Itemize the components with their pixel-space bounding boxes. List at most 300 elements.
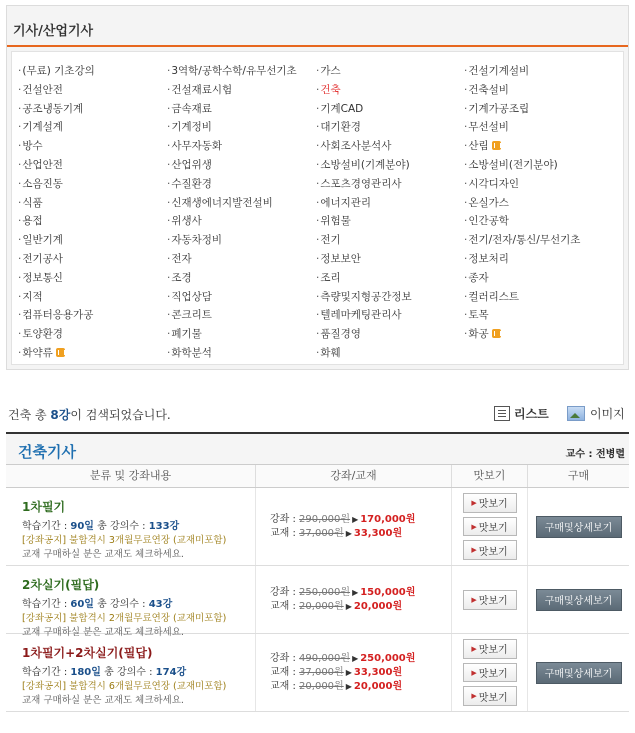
lecture-note: 교재 구매하실 분은 교재도 체크하세요. — [22, 695, 184, 706]
arrow-right-icon: ▶ — [345, 681, 352, 691]
bullet-icon: · — [167, 271, 171, 284]
hot-badge-icon — [56, 348, 65, 357]
category-item[interactable] — [316, 137, 412, 156]
list-view-label: 리스트 — [514, 407, 549, 421]
category-item[interactable] — [316, 344, 412, 363]
category-item[interactable] — [18, 306, 95, 325]
preview-label: 맛보기 — [478, 596, 508, 607]
bullet-icon: · — [316, 65, 320, 77]
category-item-label: 화훼 — [320, 346, 341, 359]
bullet-icon: · — [464, 140, 468, 153]
category-item-label: 종자 — [468, 271, 489, 284]
category-item[interactable] — [464, 212, 580, 231]
preview-button[interactable] — [463, 663, 517, 683]
category-item[interactable] — [167, 269, 297, 288]
lecture-meta — [22, 665, 255, 680]
category-item[interactable] — [464, 175, 580, 194]
try-cell — [452, 566, 528, 633]
category-item-label: 대기환경 — [320, 121, 361, 134]
category-item-label: 산업위생 — [171, 158, 212, 171]
count-label: 총 강의수 : — [93, 521, 149, 532]
lecture-note: 교재 구매하실 분은 교재도 체크하세요. — [22, 627, 184, 638]
play-icon: ▶ — [471, 644, 477, 653]
category-item-label: 품질경영 — [320, 328, 361, 341]
category-item[interactable] — [18, 62, 95, 81]
category-item[interactable] — [316, 288, 412, 307]
category-item[interactable] — [167, 250, 297, 269]
arrow-right-icon: ▶ — [345, 601, 352, 611]
category-item-label: 건설기계설비 — [468, 65, 530, 77]
course-title: 건축기사 — [18, 443, 76, 461]
category-item-label: 콘크리트 — [171, 309, 212, 322]
category-item[interactable] — [464, 81, 580, 100]
preview-label: 맛보기 — [478, 669, 508, 680]
category-item[interactable] — [316, 118, 412, 137]
bullet-icon: · — [18, 215, 22, 228]
preview-label: 맛보기 — [478, 692, 508, 704]
bullet-icon: · — [18, 234, 22, 247]
category-item-label: 무선설비 — [468, 121, 509, 134]
bullet-icon: · — [167, 196, 171, 209]
category-item-label: 지적 — [22, 290, 43, 303]
category-item-label: 직업상담 — [171, 290, 212, 303]
header-buy: 구매 — [567, 469, 590, 482]
table-header — [6, 464, 629, 488]
category-item[interactable] — [316, 194, 412, 213]
category-item-label: 기계설계 — [22, 121, 63, 134]
category-item[interactable] — [167, 344, 297, 363]
bullet-icon: · — [464, 121, 468, 134]
category-item-label: 일반기계 — [22, 234, 63, 247]
bullet-icon: · — [316, 177, 320, 190]
category-item[interactable] — [167, 81, 297, 100]
arrow-right-icon: ▶ — [352, 653, 359, 663]
category-item[interactable] — [167, 118, 297, 137]
header-price: 강좌/교재 — [256, 465, 452, 487]
sale-price: 20,000원 — [353, 600, 403, 612]
lecture-note: 교재 구매하실 분은 교재도 체크하세요. — [22, 549, 184, 560]
category-item-label: 용접 — [22, 215, 43, 228]
category-item-label: 토양환경 — [22, 328, 63, 341]
count-label: 총 강의수 : — [93, 599, 149, 610]
category-item[interactable] — [18, 156, 95, 175]
table-row — [6, 488, 629, 566]
price-line — [270, 600, 451, 614]
category-item[interactable] — [167, 325, 297, 344]
arrow-right-icon: ▶ — [345, 667, 352, 677]
category-item-label: 기계정비 — [171, 121, 212, 134]
sale-price: 150,000원 — [360, 586, 416, 598]
category-item[interactable] — [464, 156, 580, 175]
bullet-icon: · — [464, 65, 468, 77]
category-item[interactable] — [316, 212, 412, 231]
buy-detail-button[interactable]: 구매및상세보기 — [536, 589, 622, 611]
period-label: 학습기간 : — [22, 521, 71, 532]
price-label: 교재 : — [270, 600, 300, 612]
category-item[interactable] — [18, 194, 95, 213]
try-cell — [452, 634, 528, 711]
preview-button[interactable] — [463, 517, 517, 537]
category-item[interactable] — [464, 250, 580, 269]
bullet-icon: · — [167, 177, 171, 190]
category-header — [7, 6, 628, 47]
original-price: 20,000원 — [299, 600, 344, 612]
category-item[interactable] — [316, 175, 412, 194]
category-item-label: 스포츠경영관리사 — [320, 177, 402, 190]
category-item[interactable] — [18, 250, 95, 269]
category-item-label: 기계CAD — [320, 102, 364, 115]
bullet-icon: · — [18, 290, 22, 303]
category-item-label: 에너지관리 — [320, 196, 372, 209]
category-item-label: 기계가공조립 — [468, 102, 530, 115]
play-icon: ▶ — [471, 522, 477, 531]
category-item-label: 화학분석 — [171, 346, 212, 359]
original-price: 37,000원 — [299, 527, 344, 539]
hot-badge-icon — [492, 141, 501, 150]
bullet-icon: · — [316, 328, 320, 341]
category-item-label: 신재생에너지발전설비 — [171, 196, 273, 209]
bullet-icon: · — [167, 102, 171, 115]
bullet-icon: · — [464, 309, 468, 322]
category-item[interactable] — [167, 194, 297, 213]
sale-price: 170,000원 — [360, 513, 416, 525]
period-value: 180일 — [70, 667, 101, 678]
bullet-icon: · — [167, 346, 171, 359]
category-list — [11, 51, 624, 365]
category-item-label: 금속재료 — [171, 102, 212, 115]
sale-price: 33,300원 — [353, 527, 403, 539]
table-row — [6, 566, 629, 638]
bullet-icon: · — [18, 83, 22, 96]
category-item[interactable] — [167, 100, 297, 119]
bullet-icon: · — [167, 252, 171, 265]
category-item-label: 조리 — [320, 271, 341, 284]
price-line — [270, 527, 451, 541]
list-icon — [494, 406, 510, 421]
category-item-label: 정보처리 — [468, 252, 509, 265]
category-item[interactable] — [167, 137, 297, 156]
category-item-label: 폐기물 — [171, 328, 202, 341]
category-item[interactable] — [18, 231, 95, 250]
bullet-icon: · — [316, 346, 320, 359]
lecture-title: 1차필기 — [22, 500, 66, 514]
category-item[interactable] — [167, 231, 297, 250]
result-count: 8강 — [50, 408, 71, 422]
category-item-label: 위생사 — [171, 215, 202, 228]
category-item[interactable] — [464, 231, 580, 250]
count-label: 총 강의수 : — [100, 667, 156, 678]
category-item[interactable] — [316, 81, 412, 100]
bullet-icon: · — [18, 346, 22, 359]
category-item[interactable] — [18, 100, 95, 119]
bullet-icon: · — [464, 158, 468, 171]
price-cell — [256, 488, 452, 565]
bullet-icon: · — [316, 102, 320, 115]
count-value: 43강 — [148, 599, 173, 610]
preview-label: 맛보기 — [478, 523, 508, 534]
price-line — [270, 652, 451, 666]
category-item[interactable] — [316, 156, 412, 175]
bullet-icon: · — [167, 234, 171, 247]
category-item-label: 측량및지형공간정보 — [320, 290, 412, 303]
try-cell — [452, 488, 528, 565]
category-item-label: 전기 — [320, 234, 341, 247]
original-price: 37,000원 — [299, 666, 344, 678]
category-column — [464, 62, 580, 344]
bullet-icon: · — [464, 290, 468, 303]
category-item[interactable] — [167, 175, 297, 194]
category-item-label: 산림 — [468, 140, 489, 153]
bullet-icon: · — [464, 102, 468, 115]
category-item[interactable] — [167, 212, 297, 231]
bullet-icon: · — [167, 140, 171, 153]
category-item-label: 텔레마케팅관리사 — [320, 309, 402, 322]
buy-detail-button[interactable]: 구매및상세보기 — [536, 662, 622, 684]
category-column — [167, 62, 297, 363]
category-item-label: 컬러리스트 — [468, 290, 520, 303]
original-price: 20,000원 — [299, 680, 344, 692]
category-item[interactable] — [167, 62, 297, 81]
bullet-icon: · — [18, 309, 22, 322]
list-view-toggle[interactable] — [494, 405, 549, 422]
preview-button[interactable] — [463, 493, 517, 513]
original-price: 490,000원 — [299, 652, 351, 664]
category-item-label: 소음진동 — [22, 177, 63, 190]
category-item-label: 온실가스 — [468, 196, 509, 209]
price-line — [270, 513, 451, 527]
lecture-meta — [22, 597, 255, 612]
category-title: 기사/산업기사 — [13, 24, 94, 39]
buy-cell — [528, 566, 629, 633]
result-prefix: 건축 총 — [8, 408, 51, 422]
course-info-cell — [6, 634, 256, 711]
bullet-icon: · — [167, 158, 171, 171]
category-item-label: 정보통신 — [22, 271, 63, 284]
bullet-icon: · — [18, 102, 22, 115]
period-label: 학습기간 : — [22, 667, 71, 678]
price-label: 강좌 : — [270, 586, 300, 598]
category-item-label: 건설안전 — [22, 83, 63, 96]
category-item[interactable] — [18, 175, 95, 194]
category-item[interactable] — [18, 212, 95, 231]
category-item-label: 컴퓨터응용가공 — [22, 309, 94, 322]
category-item[interactable] — [464, 325, 580, 344]
bullet-icon: · — [316, 83, 320, 96]
preview-button[interactable] — [463, 590, 517, 610]
bullet-icon: · — [167, 121, 171, 134]
category-item-label: 방수 — [22, 140, 43, 153]
play-icon: ▶ — [471, 546, 477, 555]
lecture-notice: [강좌공지] 불합격시 6개월무료연장 (교재미포함) — [22, 681, 227, 692]
category-item[interactable] — [316, 250, 412, 269]
category-item[interactable] — [18, 137, 95, 156]
bullet-icon: · — [316, 309, 320, 322]
category-item[interactable] — [316, 231, 412, 250]
price-line — [270, 666, 451, 680]
bullet-icon: · — [316, 196, 320, 209]
price-label: 강좌 : — [270, 652, 300, 664]
category-item-label: 소방설비(기계분야) — [320, 158, 410, 171]
category-item[interactable] — [464, 288, 580, 307]
category-item-label: 수질환경 — [171, 177, 212, 190]
bullet-icon: · — [316, 158, 320, 171]
bullet-icon: · — [18, 140, 22, 153]
sale-price: 33,300원 — [353, 666, 403, 678]
category-panel — [6, 5, 629, 370]
category-item-label: 사무자동화 — [171, 140, 223, 153]
bullet-icon: · — [167, 290, 171, 303]
period-label: 학습기간 : — [22, 599, 71, 610]
buy-detail-button[interactable]: 구매및상세보기 — [536, 516, 622, 538]
category-column — [316, 62, 412, 363]
category-column — [18, 62, 95, 363]
category-item-label: 전기공사 — [22, 252, 63, 265]
bullet-icon: · — [464, 177, 468, 190]
hot-badge-icon — [492, 329, 501, 338]
bullet-icon: · — [316, 234, 320, 247]
category-item[interactable] — [464, 306, 580, 325]
lecture-title: 2차실기(필답) — [22, 578, 100, 592]
category-item-label: 건축 — [320, 83, 341, 96]
category-item-label: 시각디자인 — [468, 177, 520, 190]
arrow-right-icon: ▶ — [352, 587, 359, 597]
category-item-label: 사회조사분석사 — [320, 140, 392, 153]
category-item[interactable] — [167, 288, 297, 307]
category-item[interactable] — [18, 288, 95, 307]
category-item[interactable] — [464, 269, 580, 288]
count-value: 174강 — [155, 667, 187, 678]
category-item[interactable] — [167, 306, 297, 325]
header-try: 맛보기 — [452, 465, 528, 487]
category-item[interactable] — [18, 344, 95, 363]
category-item-label: 3역학/공학수학/유무선기초 — [171, 65, 297, 77]
bullet-icon: · — [464, 234, 468, 247]
sale-price: 250,000원 — [360, 652, 416, 664]
category-item-label: 조경 — [171, 271, 192, 284]
category-item-label: 토목 — [468, 309, 489, 322]
category-item[interactable] — [18, 118, 95, 137]
course-info-cell — [6, 488, 256, 565]
course-table — [6, 432, 629, 712]
category-item[interactable] — [464, 118, 580, 137]
preview-label: 맛보기 — [478, 645, 508, 657]
category-item[interactable] — [316, 306, 412, 325]
table-row — [6, 634, 629, 712]
category-item-label: 인간공학 — [468, 215, 509, 228]
price-label: 강좌 : — [270, 513, 300, 525]
image-view-label: 이미지 — [590, 407, 625, 421]
category-item-label: 위험물 — [320, 215, 351, 228]
category-item-label: 화약류 — [22, 346, 53, 359]
bullet-icon: · — [18, 158, 22, 171]
bullet-icon: · — [18, 121, 22, 134]
bullet-icon: · — [464, 271, 468, 284]
lecture-notice: [강좌공지] 불합격시 2개월무료연장 (교재미포함) — [22, 613, 227, 624]
category-item[interactable] — [316, 269, 412, 288]
bullet-icon: · — [167, 328, 171, 341]
bullet-icon: · — [18, 328, 22, 341]
image-view-toggle[interactable] — [567, 405, 625, 422]
preview-button[interactable] — [463, 686, 517, 706]
header-content: 분류 및 강좌내용 — [6, 465, 256, 487]
category-item[interactable] — [464, 194, 580, 213]
bullet-icon: · — [167, 215, 171, 228]
category-item[interactable] — [18, 325, 95, 344]
category-item[interactable] — [464, 137, 580, 156]
image-icon — [567, 406, 585, 421]
original-price: 250,000원 — [299, 586, 351, 598]
price-line — [270, 586, 451, 600]
play-icon: ▶ — [471, 498, 477, 507]
lecture-notice: [강좌공지] 불합격시 3개월무료연장 (교재미포함) — [22, 535, 227, 546]
category-item[interactable] — [18, 269, 95, 288]
category-item-label: 전자 — [171, 252, 192, 265]
category-item[interactable] — [464, 62, 580, 81]
category-item-label: 식품 — [22, 196, 43, 209]
arrow-right-icon: ▶ — [345, 528, 352, 538]
bullet-icon: · — [167, 65, 171, 77]
bullet-icon: · — [316, 140, 320, 153]
category-item[interactable] — [316, 100, 412, 119]
category-item[interactable] — [316, 62, 412, 81]
sale-price: 20,000원 — [353, 680, 403, 692]
bullet-icon: · — [18, 177, 22, 190]
category-item-label: 자동차정비 — [171, 234, 223, 247]
category-item-label: 건축설비 — [468, 83, 509, 96]
price-line — [270, 680, 451, 694]
category-item-label: 소방설비(전기분야) — [468, 158, 558, 171]
bullet-icon: · — [464, 83, 468, 96]
price-label: 교재 : — [270, 666, 300, 678]
bullet-icon: · — [464, 328, 468, 341]
original-price: 290,000원 — [299, 513, 351, 525]
category-item-label: 가스 — [320, 65, 341, 77]
category-item[interactable] — [464, 100, 580, 119]
bullet-icon: · — [18, 65, 22, 77]
bullet-icon: · — [316, 290, 320, 303]
lecture-meta — [22, 519, 255, 534]
buy-cell — [528, 488, 629, 565]
course-info-cell — [6, 566, 256, 638]
teacher-name: 교수 : 전병렬 — [565, 449, 625, 460]
preview-button[interactable] — [463, 639, 517, 659]
category-item-label: 공조냉동기계 — [22, 102, 84, 115]
category-item-label: (무료) 기초강의 — [22, 65, 95, 77]
bullet-icon: · — [316, 252, 320, 265]
bullet-icon: · — [18, 271, 22, 284]
bullet-icon: · — [316, 271, 320, 284]
bullet-icon: · — [464, 196, 468, 209]
category-item[interactable] — [167, 156, 297, 175]
buy-cell — [528, 634, 629, 711]
price-cell — [256, 634, 452, 711]
price-label: 교재 : — [270, 680, 300, 692]
preview-button[interactable] — [463, 540, 517, 560]
bullet-icon: · — [18, 196, 22, 209]
play-icon: ▶ — [471, 668, 477, 677]
category-item[interactable] — [18, 81, 95, 100]
category-item[interactable] — [316, 325, 412, 344]
play-icon: ▶ — [471, 692, 477, 701]
category-item-label: 건설재료시험 — [171, 83, 233, 96]
preview-label: 맛보기 — [478, 499, 508, 511]
period-value: 90일 — [70, 521, 94, 532]
category-item-label: 화공 — [468, 328, 489, 341]
arrow-right-icon: ▶ — [352, 514, 359, 524]
bullet-icon: · — [464, 252, 468, 265]
search-result-summary — [8, 406, 171, 423]
category-item-label: 전기/전자/통신/무선기초 — [468, 234, 581, 247]
